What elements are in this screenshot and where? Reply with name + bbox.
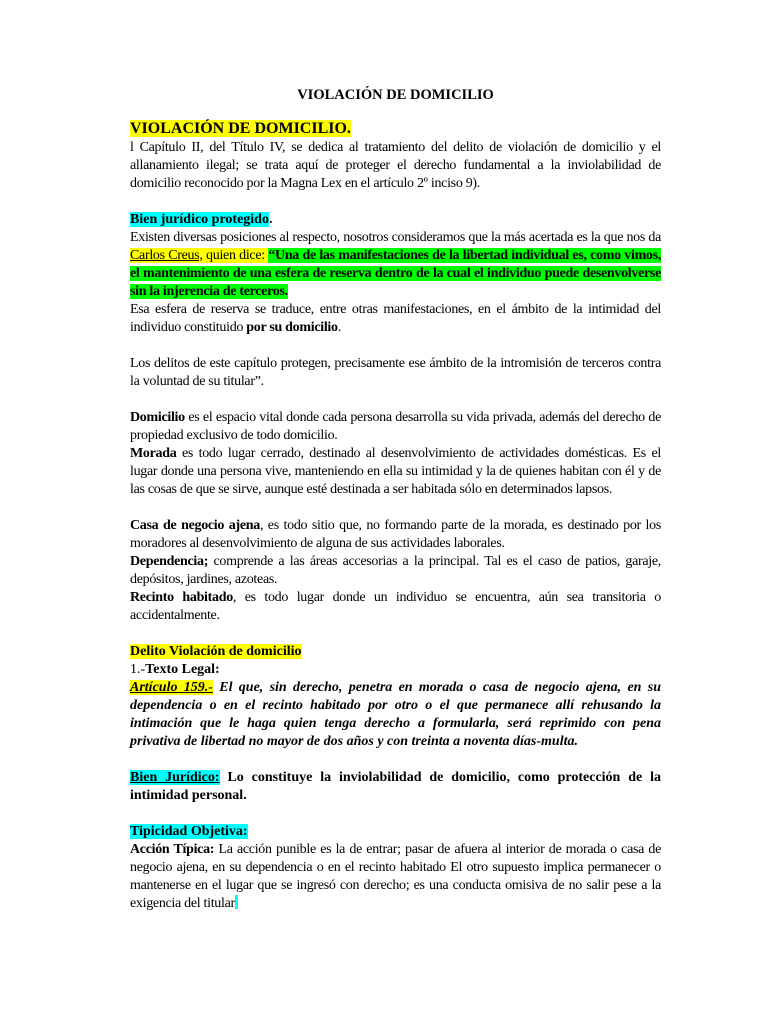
- paragraph-casa-negocio: Casa de negocio ajena, es todo sitio que, no formando parte de la morada, es destinado por los moradores al desenvolvimiento de alguna de sus actividades laborales.: [130, 518, 661, 551]
- paragraph-morada: Morada es todo lugar cerrado, destinado al desenvolvimiento de actividades domésticas. Es el lugar donde una persona vive, manteniendo en ella su intimidad y la de quienes habitan con él y de las cosas de que se sirve, aunque esté destinada a ser habitada sólo en determinados lapsos.: [130, 446, 661, 497]
- paragraph-reserva: Esa esfera de reserva se traduce, entre otras manifestaciones, en el ámbito de la intimidad del individuo constituido por su domicilio.: [130, 302, 661, 335]
- texto-legal-label: 1.-Texto Legal:: [130, 662, 220, 677]
- paragraph-dependencia: Dependencia; comprende a las áreas accesorias a la principal. Tal es el caso de patios, garaje, depósitos, jardines, azoteas.: [130, 554, 661, 587]
- section-heading-violacion: VIOLACIÓN DE DOMICILIO.: [130, 120, 351, 137]
- paragraph-recinto: Recinto habitado, es todo lugar donde un individuo se encuentra, aún sea transitoria o accidentalmente.: [130, 590, 661, 623]
- document-title: VIOLACIÓN DE DOMICILIO: [297, 87, 494, 103]
- paragraph-delitos: Los delitos de este capítulo protegen, precisamente ese ámbito de la intromisión de terceros contra la voluntad de su titular”.: [130, 356, 661, 389]
- document-body: [130, 86, 661, 913]
- author-link[interactable]: Carlos Creus: [130, 248, 200, 263]
- section-heading-bien-juridico: Bien jurídico protegido.: [130, 212, 273, 227]
- paragraph-domicilio: Domicilio es el espacio vital donde cada persona desarrolla su vida privada, además del derecho de propiedad exclusivo de todo domicilio.: [130, 410, 661, 443]
- paragraph-intro: l Capítulo II, del Título IV, se dedica al tratamiento del delito de violación de domicilio y el allanamiento ilegal; se trata aquí de proteger el derecho fundamental a la inviolabilidad de domicilio reconocido por la Magna Lex en el artículo 2º inciso 9).: [130, 140, 661, 191]
- section-heading-delito: Delito Violación de domicilio: [130, 644, 302, 659]
- articulo-159: Artículo 159.- El que, sin derecho, penetra en morada o casa de negocio ajena, en su dependencia o en el recinto habitado por otro o el que permanece allí rehusando la intimación que le haga quien tenga derecho a formularla, será reprimido con pena privativa de libertad no mayor de dos años y con treinta a noventa días-multa.: [130, 680, 661, 749]
- bien-juridico-legal: Bien Jurídico: Lo constituye la inviolabilidad de domicilio, como protección de la intimidad personal.: [130, 770, 661, 803]
- section-heading-tipicidad: Tipicidad Objetiva:: [130, 824, 248, 839]
- text-cursor-icon: [235, 895, 238, 909]
- paragraph-accion-tipica: Acción Típica: La acción punible es la de entrar; pasar de afuera al interior de morada o casa de negocio ajena, en su dependencia o en el recinto habitado El otro supuesto implica permanecer o mantenerse en el lugar que se ingresó con derecho; es una conducta omisiva de no salir pese a la exigencia del titular: [130, 842, 661, 911]
- paragraph-bien-juridico: Existen diversas posiciones al respecto, nosotros consideramos que la más acertada es la que nos da Carlos Creus, quien dice: “Una de las manifestaciones de la libertad individual es, como vimos, el mantenimiento de una esfera de reserva dentro de la cual el individuo puede desenvolverse sin la injerencia de terceros.: [130, 230, 661, 299]
